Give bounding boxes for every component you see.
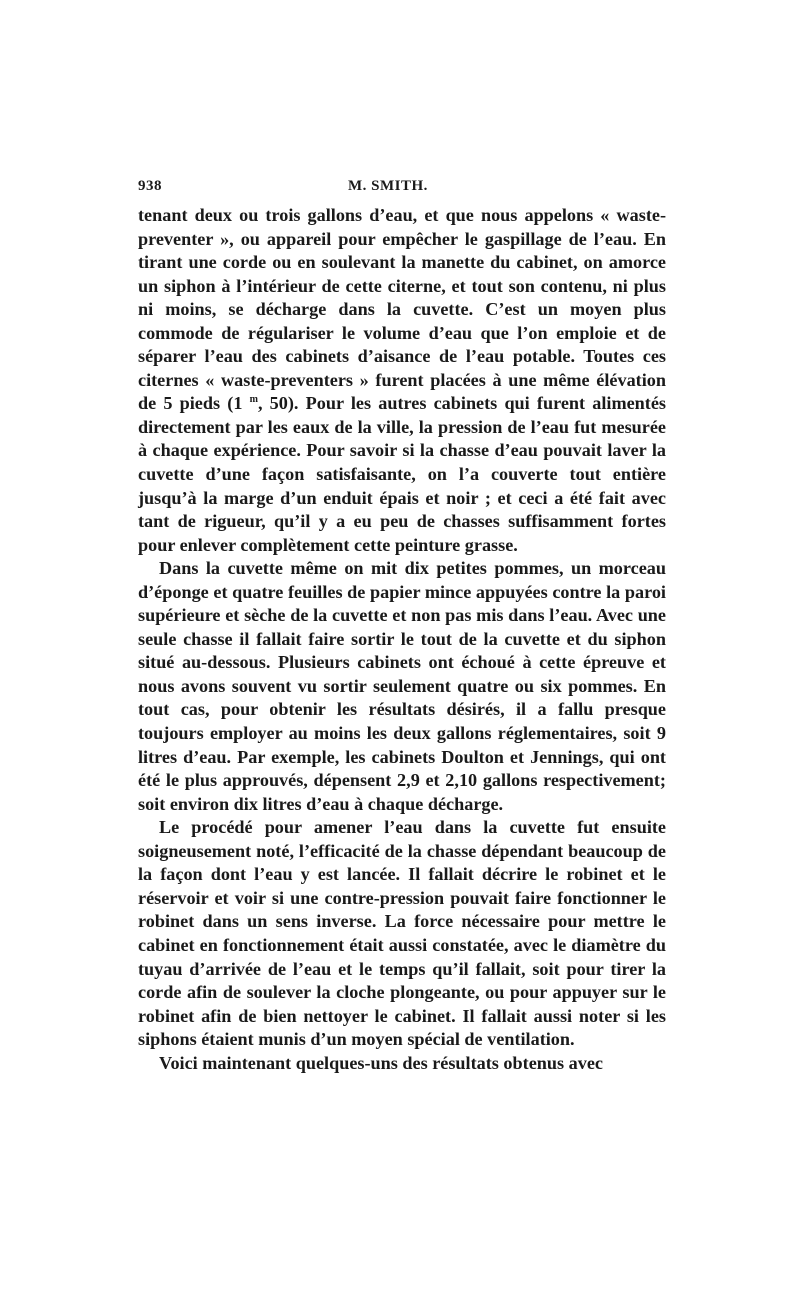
paragraph-3: Le procédé pour amener l’eau dans la cuvette fut ensuite soigneusement noté, l’efficacité de la chasse dépendant beaucoup de la façon dont l’eau y est lancée. Il fallait décrire le robinet et le réservoir et voir si une contre-pression pouvait faire fonctionner le robinet dans un sens inverse. La force nécessaire pour mettre le cabinet en fonctionnement était aussi constatée, avec le diamètre du tuyau d’arrivée de l’eau et le temps qu’il fallait, soit pour tirer la corde afin de soulever la cloche plongeante, ou pour appuyer sur le robinet afin de bien nettoyer le cabinet. Il fallait aussi noter si les siphons étaient munis d’un moyen spécial de ventilation. <box>138 817 666 1050</box>
page-number: 938 <box>138 178 162 194</box>
paragraph-1 <box>138 204 666 557</box>
running-head <box>138 174 666 204</box>
paragraph-1-text-continued: , 50). Pour les autres cabinets qui furent alimentés directement par les eaux de la ville, la pression de l’eau fut mesurée à chaque expérience. Pour savoir si la chasse d’eau pouvait laver la cuvette d’une façon satisfaisante, on l’a couverte tout entière jusqu’à la marge d’un enduit épais et noir ; et ceci a été fait avec tant de rigueur, qu’il y a eu peu de chasses suffisamment fortes pour enlever complètement cette peinture grasse. <box>138 393 666 555</box>
book-page <box>138 174 666 1075</box>
meter-superscript: m <box>249 394 258 406</box>
paragraph-1-text: tenant deux ou trois gallons d’eau, et que nous appelons « waste-preventer », ou appareil pour empêcher le gaspillage de l’eau. En tirant une corde ou en soulevant la manette du cabinet, on amorce un siphon à l’intérieur de cette citerne, et tout son contenu, ni plus ni moins, se décharge dans la cuvette. C’est un moyen plus commode de régulariser le volume d’eau que l’on emploie et de séparer l’eau des cabinets d’aisance de l’eau potable. Toutes ces citernes « waste-preventers » furent placées à une même élévation de 5 pieds (1 <box>138 205 666 414</box>
paragraph-4: Voici maintenant quelques-uns des résultats obtenus avec <box>159 1052 603 1073</box>
body-text <box>138 204 666 1075</box>
running-title: M. SMITH. <box>348 178 428 194</box>
paragraph-2: Dans la cuvette même on mit dix petites pommes, un morceau d’éponge et quatre feuilles de papier mince appuyées contre la paroi supérieure et sèche de la cuvette et non pas mis dans l’eau. Avec une seule chasse il fallait faire sortir le tout de la cuvette et du siphon situé au-dessous. Plusieurs cabinets ont échoué à cette épreuve et nous avons souvent vu sortir seulement quatre ou six pommes. En tout cas, pour obtenir les résultats désirés, il a fallu presque toujours employer au moins les deux gallons réglementaires, soit 9 litres d’eau. Par exemple, les cabinets Doulton et Jennings, qui ont été le plus approuvés, dépensent 2,9 et 2,10 gallons respectivement; soit environ dix litres d’eau à chaque décharge. <box>138 558 666 814</box>
